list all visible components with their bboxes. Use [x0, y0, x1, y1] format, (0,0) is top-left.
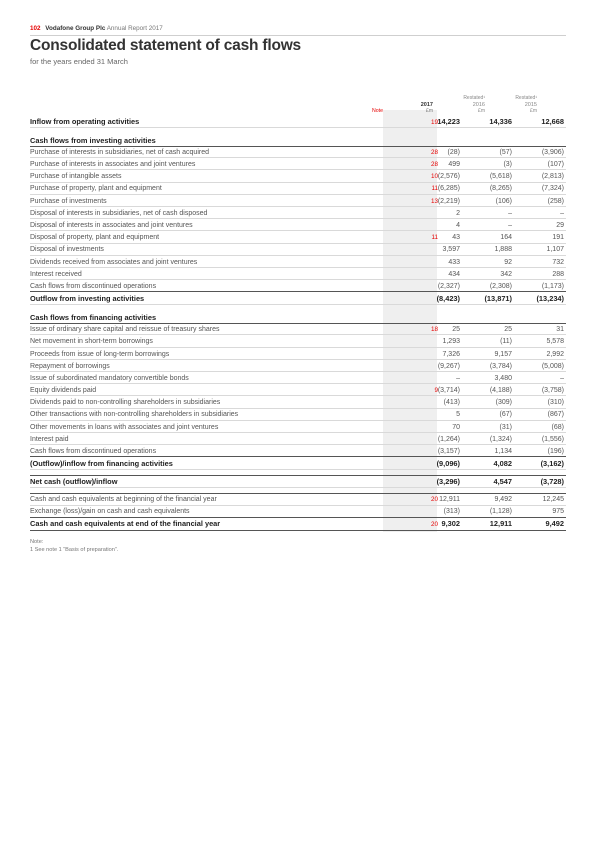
column-2015-year: 2015 — [524, 101, 537, 108]
row-label: Cash flows from financing activities — [30, 312, 157, 322]
table-row — [30, 280, 566, 292]
table-row — [30, 244, 566, 256]
value-2017: (3,296) — [436, 477, 460, 487]
value-2016: 4,547 — [493, 477, 512, 487]
value-2017: (9,267) — [437, 362, 460, 370]
value-2016: 25 — [504, 326, 512, 334]
value-2017: – — [456, 374, 460, 382]
value-2017: (3,157) — [437, 448, 460, 456]
value-2015: 1,107 — [546, 246, 564, 254]
table-row — [30, 506, 566, 518]
company-name: Vodafone Group Plc — [45, 25, 106, 32]
value-2017: (1,264) — [437, 435, 460, 443]
row-label: Cash flows from discontinued operations — [30, 282, 157, 290]
section-heading — [30, 133, 566, 146]
table-row — [30, 475, 566, 488]
table-row — [30, 219, 566, 231]
row-label: Disposal of interests in subsidiaries, net of cash disposed — [30, 209, 208, 217]
value-2017: 70 — [452, 423, 460, 431]
row-label: Purchase of interests in subsidiaries, net of cash acquired — [30, 148, 209, 156]
value-2016: 1,888 — [494, 246, 512, 254]
table-row — [30, 445, 566, 457]
value-2015: (258) — [547, 197, 564, 205]
footnote — [30, 538, 118, 554]
row-label: Disposal of investments — [30, 246, 104, 254]
table-row — [30, 158, 566, 170]
value-2016: 342 — [500, 270, 512, 278]
value-2017: 14,223 — [437, 116, 460, 126]
page-header — [30, 25, 163, 32]
value-2016: – — [508, 209, 512, 217]
table-row — [30, 170, 566, 182]
value-2017: 1,293 — [442, 338, 460, 346]
table-row — [30, 183, 566, 195]
table-row — [30, 323, 566, 335]
value-2016: (3) — [503, 161, 512, 169]
column-2017-unit: £m — [426, 108, 433, 114]
value-2016: (57) — [499, 148, 512, 156]
table-row — [30, 493, 566, 505]
row-note: 28 — [430, 148, 438, 156]
value-2016: 164 — [500, 234, 512, 242]
value-2015: (1,556) — [541, 435, 564, 443]
row-label: Interest received — [30, 270, 82, 278]
value-2016: (13,871) — [484, 293, 512, 303]
value-2015: (867) — [547, 411, 564, 419]
row-note: 10 — [430, 173, 438, 181]
table-row — [30, 195, 566, 207]
row-label: Net movement in short-term borrowings — [30, 338, 153, 346]
page-title: Consolidated statement of cash flows — [30, 37, 301, 54]
value-2017: 12,911 — [439, 496, 460, 504]
column-2016-restated: Restated¹ — [463, 95, 485, 101]
row-label: Outflow from investing activities — [30, 293, 145, 303]
column-2017-year: 2017 — [420, 101, 433, 108]
value-2015: (13,234) — [536, 293, 564, 303]
table-row — [30, 372, 566, 384]
value-2015: 191 — [552, 234, 564, 242]
value-2015: (3,728) — [540, 477, 564, 487]
value-2017: 499 — [448, 161, 460, 169]
row-label: Equity dividends paid — [30, 387, 97, 395]
row-label: Issue of subordinated mandatory convertible bonds — [30, 374, 189, 382]
value-2016: (1,324) — [489, 435, 512, 443]
value-2016: (106) — [495, 197, 512, 205]
row-note: 19 — [430, 118, 438, 126]
value-2015: (7,324) — [541, 185, 564, 193]
value-2017: 3,597 — [442, 246, 460, 254]
row-label: Other transactions with non-controlling shareholders in subsidiaries — [30, 411, 239, 419]
value-2017: 43 — [452, 234, 460, 242]
row-note: 9 — [434, 387, 438, 395]
value-2017: (313) — [443, 508, 460, 516]
column-header-2016 — [435, 95, 485, 115]
value-2016: (4,188) — [489, 387, 512, 395]
row-note: 20 — [430, 496, 438, 504]
value-2016: (3,784) — [489, 362, 512, 370]
value-2016: (5,618) — [489, 173, 512, 181]
value-2017: (2,219) — [437, 197, 460, 205]
value-2016: (2,308) — [489, 282, 512, 290]
value-2015: (196) — [547, 448, 564, 456]
value-2016: (8,265) — [489, 185, 512, 193]
value-2016: 14,336 — [489, 116, 512, 126]
report-name: Annual Report 2017 — [106, 25, 163, 32]
row-label: Issue of ordinary share capital and reissue of treasury shares — [30, 326, 220, 334]
row-note: 18 — [430, 326, 438, 334]
table-row — [30, 348, 566, 360]
header-divider — [30, 35, 566, 36]
value-2015: (310) — [547, 399, 564, 407]
row-label: Purchase of intangible assets — [30, 173, 122, 181]
column-2016-year: 2016 — [472, 101, 485, 108]
value-2017: 7,326 — [442, 350, 460, 358]
value-2017: (2,327) — [437, 282, 460, 290]
footnote-text: 1 See note 1 “Basis of preparation”. — [30, 547, 119, 553]
page-subtitle: for the years ended 31 March — [30, 57, 128, 66]
value-2017: (3,714) — [437, 387, 460, 395]
value-2016: 12,911 — [489, 519, 512, 529]
table-row — [30, 115, 566, 128]
value-2015: 12,668 — [541, 116, 564, 126]
value-2017: 2 — [456, 209, 460, 217]
row-label: Purchase of interests in associates and joint ventures — [30, 161, 196, 169]
column-header-note: Note — [372, 108, 383, 114]
cash-flow-table — [30, 115, 566, 531]
table-row — [30, 433, 566, 445]
value-2017: (8,423) — [436, 293, 460, 303]
value-2015: (107) — [547, 161, 564, 169]
value-2016: (31) — [499, 423, 512, 431]
column-2015-unit: £m — [530, 108, 537, 114]
value-2015: 975 — [552, 508, 564, 516]
value-2015: – — [560, 209, 564, 217]
value-2017: 9,302 — [441, 519, 460, 529]
value-2015: – — [560, 374, 564, 382]
row-note: 28 — [430, 161, 438, 169]
value-2016: 3,480 — [494, 374, 512, 382]
row-label: Exchange (loss)/gain on cash and cash equivalents — [30, 508, 190, 516]
value-2016: (67) — [499, 411, 512, 419]
table-row — [30, 360, 566, 372]
value-2016: 1,134 — [494, 448, 512, 456]
table-row — [30, 231, 566, 243]
value-2016: – — [508, 222, 512, 230]
row-label: Disposal of property, plant and equipment — [30, 234, 160, 242]
column-header-2015 — [487, 95, 537, 115]
row-note: 20 — [430, 521, 438, 529]
value-2016: 9,157 — [494, 350, 512, 358]
value-2015: (3,758) — [541, 387, 564, 395]
section-heading — [30, 310, 566, 323]
value-2017: (6,285) — [437, 185, 460, 193]
row-label: Other movements in loans with associates and joint ventures — [30, 423, 219, 431]
value-2015: 5,578 — [546, 338, 564, 346]
value-2016: (1,128) — [489, 508, 512, 516]
row-label: Purchase of property, plant and equipment — [30, 185, 162, 193]
table-row — [30, 146, 566, 158]
table-row — [30, 457, 566, 470]
column-header-2017 — [383, 95, 433, 115]
table-row — [30, 335, 566, 347]
value-2015: (3,162) — [540, 459, 564, 469]
row-label: Dividends received from associates and joint ventures — [30, 258, 198, 266]
value-2017: (2,576) — [437, 173, 460, 181]
value-2016: 9,492 — [494, 496, 512, 504]
table-row — [30, 384, 566, 396]
row-note: 13 — [430, 197, 438, 205]
value-2017: (9,096) — [436, 459, 460, 469]
value-2016: (11) — [500, 338, 512, 346]
value-2015: 12,245 — [542, 496, 564, 504]
value-2016: (309) — [495, 399, 512, 407]
row-label: Disposal of interests in associates and joint ventures — [30, 222, 193, 230]
value-2015: (2,813) — [541, 173, 564, 181]
footnote-heading: Note: — [30, 539, 44, 545]
value-2017: 434 — [448, 270, 460, 278]
row-label: Interest paid — [30, 435, 69, 443]
value-2015: 732 — [552, 258, 564, 266]
row-label: Cash flows from discontinued operations — [30, 448, 157, 456]
value-2015: 29 — [556, 222, 564, 230]
row-label: Cash and cash equivalents at beginning of the financial year — [30, 496, 217, 504]
table-row — [30, 518, 566, 531]
column-2016-unit: £m — [478, 108, 485, 114]
table-row — [30, 421, 566, 433]
value-2016: 92 — [504, 258, 512, 266]
table-row — [30, 256, 566, 268]
value-2017: 4 — [456, 222, 460, 230]
table-row — [30, 396, 566, 408]
row-label: Dividends paid to non-controlling shareholders in subsidiaries — [30, 399, 221, 407]
table-row — [30, 268, 566, 280]
value-2017: 25 — [452, 326, 460, 334]
table-row — [30, 207, 566, 219]
column-2015-restated: Restated¹ — [515, 95, 537, 101]
row-label: Proceeds from issue of long-term borrowings — [30, 350, 170, 358]
row-label: (Outflow)/inflow from financing activities — [30, 459, 173, 469]
value-2017: 5 — [456, 411, 460, 419]
value-2015: 31 — [556, 326, 564, 334]
row-note: 11 — [431, 185, 438, 193]
value-2017: (413) — [443, 399, 460, 407]
value-2017: (28) — [447, 148, 460, 156]
row-label: Net cash (outflow)/inflow — [30, 477, 118, 487]
page-number: 102 — [30, 25, 41, 32]
row-label: Cash flows from investing activities — [30, 135, 156, 145]
value-2015: (5,008) — [541, 362, 564, 370]
value-2015: 9,492 — [545, 519, 564, 529]
value-2015: (3,906) — [541, 148, 564, 156]
table-row — [30, 409, 566, 421]
value-2015: 2,992 — [546, 350, 564, 358]
table-row — [30, 292, 566, 305]
row-label: Repayment of borrowings — [30, 362, 110, 370]
row-label: Purchase of investments — [30, 197, 107, 205]
value-2015: (1,173) — [541, 282, 564, 290]
row-note: 11 — [431, 234, 438, 242]
value-2017: 433 — [448, 258, 460, 266]
value-2015: 288 — [552, 270, 564, 278]
value-2015: (68) — [551, 423, 564, 431]
row-label: Inflow from operating activities — [30, 116, 140, 126]
value-2016: 4,082 — [493, 459, 512, 469]
row-label: Cash and cash equivalents at end of the financial year — [30, 519, 221, 529]
